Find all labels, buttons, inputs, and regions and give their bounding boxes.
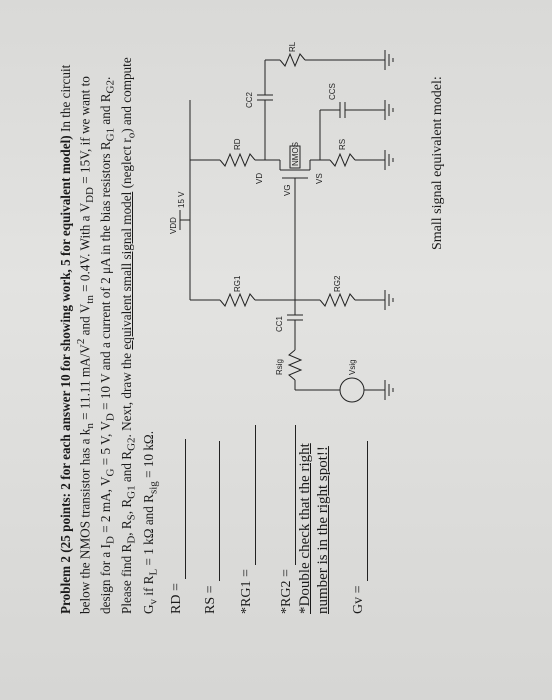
answer-gv-blank[interactable] <box>353 441 368 581</box>
problem-body: and R <box>119 450 135 486</box>
cc2-label: CC2 <box>245 91 254 108</box>
problem-body: In the circuit below the NMOS transistor has a k <box>58 64 92 614</box>
problem-body: , R <box>119 498 135 515</box>
problem-heading: Problem 2 (25 points: 2 for each answer 10 for showing work, 5 for equivalent model) <box>58 135 73 614</box>
problem-body: = 15V, if we want to design for a I <box>76 76 114 614</box>
problem-body: ) and compute G <box>119 57 156 614</box>
problem-body: (neglect r <box>119 138 135 192</box>
small-signal-label: Small signal equivalent model: <box>430 76 445 250</box>
problem-body: and R <box>98 93 114 128</box>
vs-label: VS <box>315 173 324 184</box>
problem-body: = 10 V and a current of 2 μA in the bias resistors R <box>98 141 114 414</box>
answer-rg1 <box>238 425 256 614</box>
answer-rs-blank[interactable] <box>205 441 220 581</box>
answer-rg1-blank[interactable] <box>241 425 256 565</box>
sub: v <box>147 598 160 605</box>
sub: sig <box>147 481 160 495</box>
sub: o <box>126 132 139 139</box>
problem-text <box>58 54 162 614</box>
sub: tn <box>83 295 96 304</box>
answer-rd <box>168 439 186 614</box>
rl-label: RL <box>288 41 297 52</box>
rd-label: RD <box>233 138 242 150</box>
cc1-label: CC1 <box>275 315 284 332</box>
answer-rs <box>202 441 220 614</box>
problem-body: , R <box>119 520 135 536</box>
circuit-diagram <box>170 10 500 430</box>
sub: DD <box>83 187 96 203</box>
problem-body: and V <box>76 303 92 339</box>
sub: G2 <box>126 437 139 451</box>
problem-body: = 1 kΩ and R <box>140 494 156 569</box>
problem-body: . Please find R <box>98 76 135 614</box>
sub: G1 <box>104 127 117 142</box>
sub: D <box>104 536 117 545</box>
rsig-label: Rsig <box>275 358 284 375</box>
sub: S <box>126 514 139 521</box>
answer-rd-label: RD = <box>169 583 184 614</box>
problem-body: . Next, draw the <box>119 349 135 438</box>
double-check-note-line1: *Double check that the right <box>297 443 313 614</box>
problem-body: = 10 kΩ. <box>140 430 156 482</box>
vg-label: VG <box>283 184 292 196</box>
vsig-label: Vsig <box>348 359 357 375</box>
sub: L <box>147 568 160 576</box>
sub: G2 <box>104 79 117 94</box>
double-check-note <box>296 443 332 614</box>
sub: G1 <box>126 485 139 499</box>
problem-body: if R <box>140 575 156 599</box>
answer-rg2 <box>278 425 296 614</box>
rg2-label: RG2 <box>333 275 342 292</box>
vdd-label: VDD <box>169 217 178 234</box>
sub: G <box>104 468 117 477</box>
answer-gv-label: Gv = <box>351 585 366 614</box>
rs-label: RS <box>338 138 347 150</box>
double-check-note-line2: number is in the right spot!! <box>315 446 331 614</box>
problem-body: = 11.11 mA/V <box>76 344 92 424</box>
problem-body: = 0.4V. With a V <box>76 202 92 296</box>
circuit-svg <box>170 10 500 430</box>
problem-body: = 5 V, V <box>98 421 114 469</box>
sub: D <box>104 413 117 422</box>
cs-label: CCS <box>328 83 337 100</box>
answer-gv <box>350 441 368 614</box>
rg1-label: RG1 <box>233 275 242 292</box>
answer-rs-label: RS = <box>203 585 218 614</box>
answer-rd-blank[interactable] <box>171 439 186 579</box>
problem-body: = 2 mA, V <box>98 476 114 537</box>
sub: D <box>126 535 139 544</box>
answer-rg2-label: *RG2 = <box>279 569 294 614</box>
answer-rg1-label: *RG1 = <box>239 569 254 614</box>
sup: 2 <box>74 338 87 345</box>
answer-rg2-blank[interactable] <box>281 425 296 565</box>
v15-label: 15 V <box>177 191 186 208</box>
nmos-label: NMOS <box>291 142 300 166</box>
sub: n <box>83 423 96 429</box>
underlined-text: equivalent small signal model <box>119 191 135 350</box>
vd-label: VD <box>255 172 264 184</box>
